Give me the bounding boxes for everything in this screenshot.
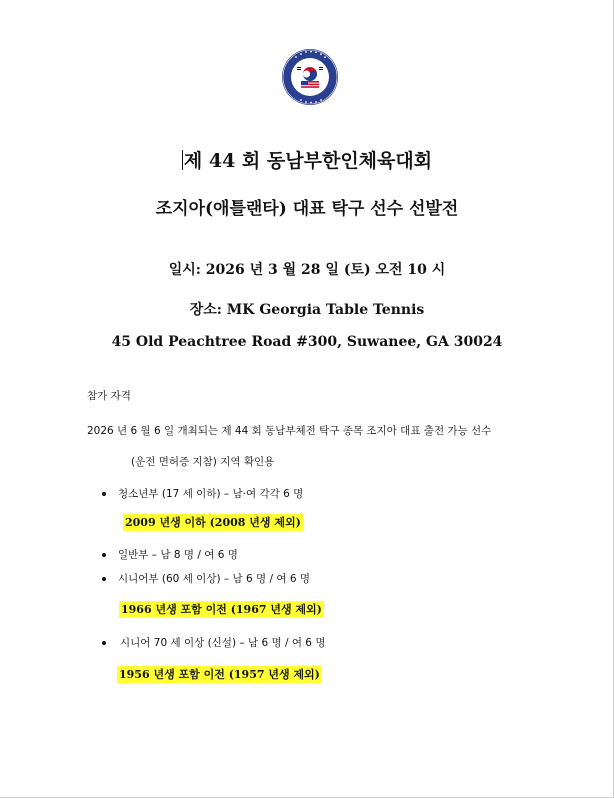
event-title	[0, 146, 614, 173]
list-item-senior: 시니어부 (60 세 이상) – 남 6 명 / 여 6 명	[118, 573, 310, 585]
event-venue: 장소: MK Georgia Table Tennis	[189, 302, 425, 318]
eligibility-label: 참가 자격	[87, 390, 131, 402]
eligibility-description: 2026 년 6 월 6 일 개최되는 제 44 회 동남부체전 탁구 종목 조지아 대표 출전 가능 선수	[87, 425, 492, 437]
bullet-icon	[102, 553, 106, 557]
bullet-icon	[102, 577, 106, 581]
ktta-georgia-logo	[281, 48, 339, 106]
event-address: 45 Old Peachtree Road #300, Suwanee, GA 30024	[111, 334, 503, 350]
bullet-icon	[102, 641, 106, 645]
event-date: 일시: 2026 년 3 월 28 일 (토) 오전 10 시	[168, 262, 446, 278]
highlight-youth: 2009 년생 이하 (2008 년생 제외)	[125, 516, 301, 529]
list-item-general: 일반부 – 남 8 명 / 여 6 명	[118, 549, 238, 561]
highlight-senior-70: 1956 년생 포함 이전 (1957 년생 제외)	[119, 668, 320, 681]
eligibility-note: (운전 면허증 지참) 지역 확인용	[131, 456, 275, 468]
event-title-text: 제 44 회 동남부한인체육대회	[183, 150, 433, 172]
list-item-youth: 청소년부 (17 세 이하) – 남·여 각각 6 명	[118, 488, 304, 500]
bullet-icon	[102, 492, 106, 496]
list-item-senior-70: 시니어 70 세 이상 (신설) – 남 6 명 / 여 6 명	[120, 637, 326, 649]
text-cursor	[182, 150, 183, 170]
highlight-senior: 1966 년생 포함 이전 (1967 년생 제외)	[121, 603, 322, 616]
event-subtitle: 조지아(애틀랜타) 대표 탁구 선수 선발전	[155, 199, 459, 219]
